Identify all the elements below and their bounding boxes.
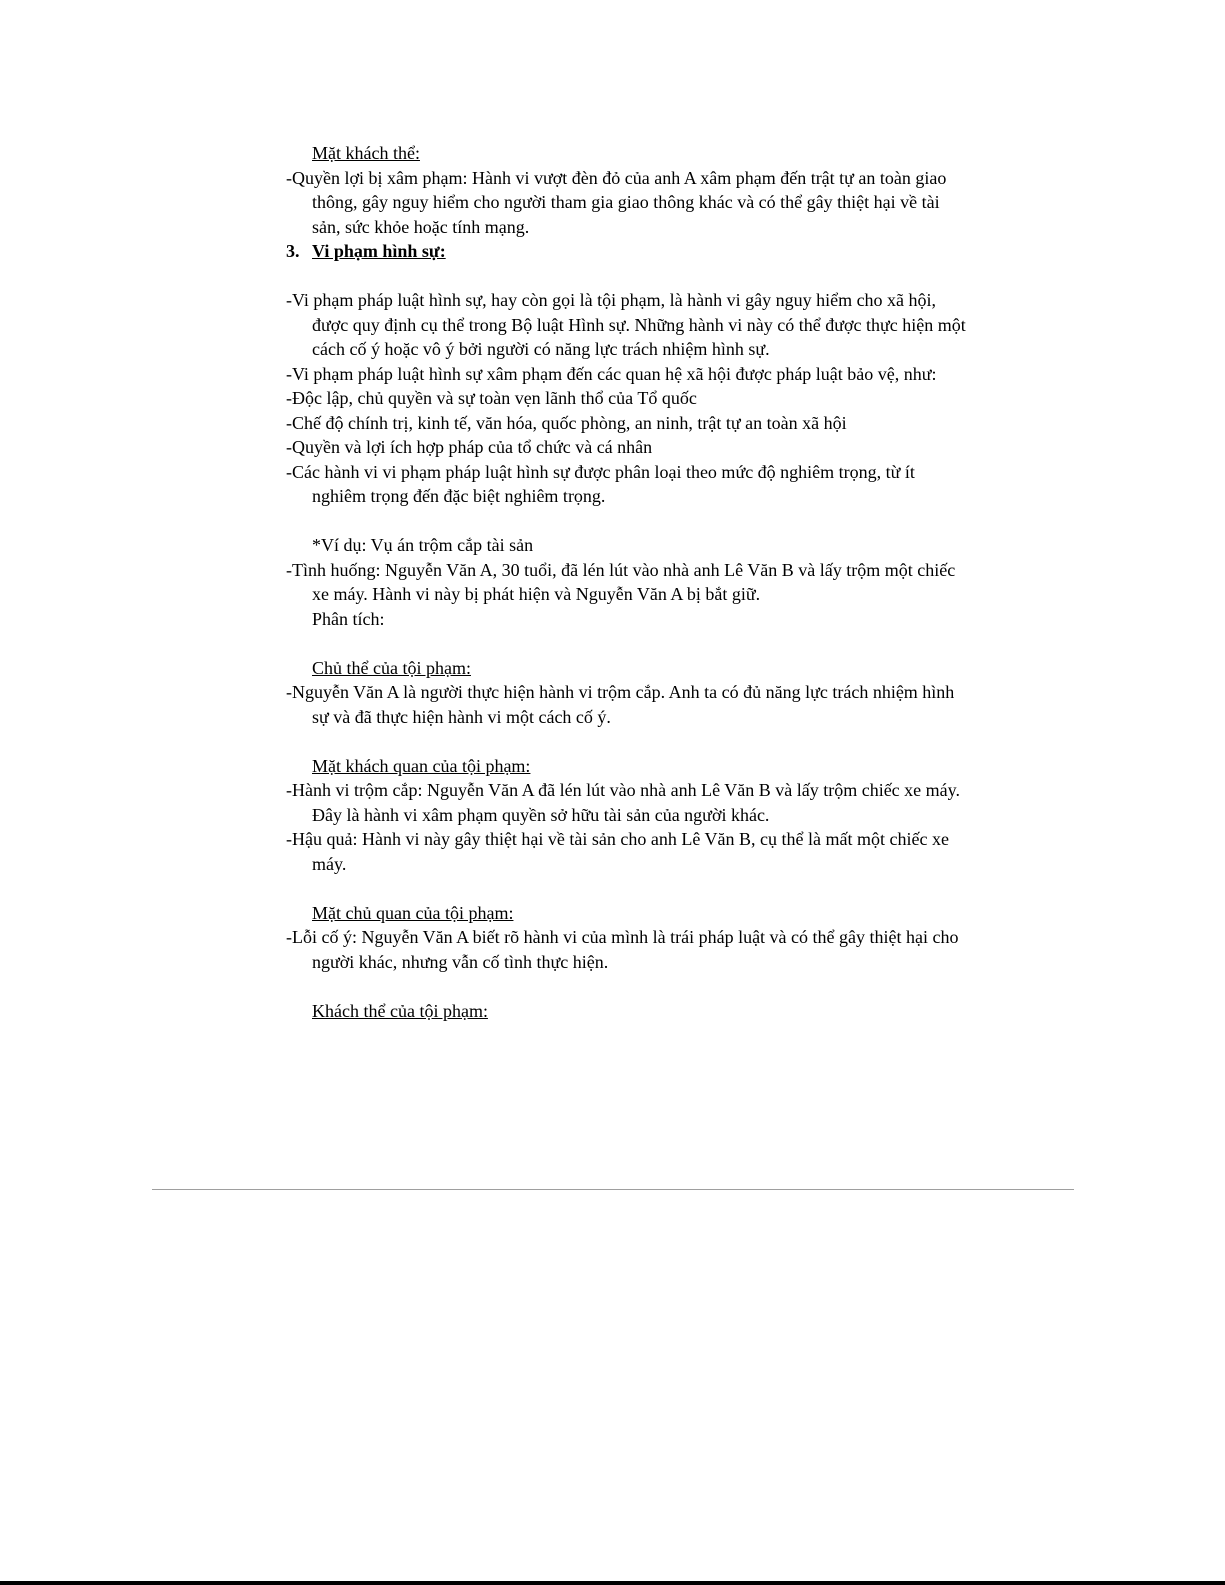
heading-object-aspect: Mặt khách thể:: [312, 143, 420, 163]
section-3-number: 3.: [286, 241, 300, 261]
blank-line: [286, 974, 966, 999]
paragraph-classification: -Các hành vi vi phạm pháp luật hình sự được phân loại theo mức độ nghiêm trọng, từ ít nghiêm trọng đến đặc biệt nghiêm trọng.: [286, 461, 915, 506]
analysis-label: Phân tích:: [312, 608, 385, 629]
heading-subjective-aspect: Mặt chủ quan của tội phạm:: [312, 902, 514, 923]
list-item-lawful-rights: -Quyền và lợi ích hợp pháp của tổ chức và cá nhân: [286, 437, 653, 457]
paragraph-theft-act: -Hành vi trộm cắp: Nguyễn Văn A đã lén lút vào nhà anh Lê Văn B và lấy trộm chiếc xe máy. Đây là hành vi xâm phạm quyền sở hữu tài sản của người khác.: [286, 780, 960, 825]
page-bottom-edge: [0, 1581, 1225, 1585]
paragraph-infringed-rights: -Quyền lợi bị xâm phạm: Hành vi vượt đèn đỏ của anh A xâm phạm đến trật tự an toàn giao thông, gây nguy hiểm cho người tham gia giao thông khác và có thể gây thiệt hại về tài sản, sức khỏe hoặc tính mạng.: [286, 167, 947, 237]
paragraph-criminal-definition: -Vi phạm pháp luật hình sự, hay còn gọi là tội phạm, là hành vi gây nguy hiểm cho xã hội, được quy định cụ thể trong Bộ luật Hình sự. Những hành vi này có thể được thực hiện một cách cố ý hoặc vô ý bởi người có năng lực trách nhiệm hình sự.: [286, 290, 966, 359]
blank-line: [286, 509, 966, 534]
paragraph-intent: -Lỗi cố ý: Nguyễn Văn A biết rõ hành vi của mình là trái pháp luật và có thể gây thiệt hại cho người khác, nhưng vẫn cố tình thực hiện.: [286, 927, 959, 972]
blank-line: [286, 264, 966, 289]
blank-line: [286, 729, 966, 754]
heading-object-of-crime: Khách thể của tội phạm:: [312, 1000, 488, 1021]
blank-line: [286, 631, 966, 656]
blank-line: [286, 876, 966, 901]
section-3-title: [286, 239, 966, 264]
heading-objective-aspect: Mặt khách quan của tội phạm:: [312, 755, 531, 776]
paragraph-infringed-relations: -Vi phạm pháp luật hình sự xâm phạm đến các quan hệ xã hội được pháp luật bảo vệ, như:: [286, 363, 937, 384]
example-title: *Ví dụ: Vụ án trộm cắp tài sản: [312, 535, 534, 555]
section-3-title-text: Vi phạm hình sự:: [312, 241, 446, 261]
heading-subject-of-crime: Chủ thể của tội phạm:: [312, 657, 471, 678]
paragraph-subject: -Nguyễn Văn A là người thực hiện hành vi trộm cắp. Anh ta có đủ năng lực trách nhiệm hình sự và đã thực hiện hành vi một cách cố ý.: [286, 682, 955, 727]
document-body: [286, 141, 966, 1023]
list-item-independence: -Độc lập, chủ quyền và sự toàn vẹn lãnh thổ của Tổ quốc: [286, 388, 697, 408]
paragraph-consequence: -Hậu quả: Hành vi này gây thiệt hại về tài sản cho anh Lê Văn B, cụ thể là mất một chiếc xe máy.: [286, 829, 949, 874]
list-item-regime: -Chế độ chính trị, kinh tế, văn hóa, quốc phòng, an ninh, trật tự an toàn xã hội: [286, 412, 847, 433]
page-divider: [152, 1189, 1074, 1190]
paragraph-situation: -Tình huống: Nguyễn Văn A, 30 tuổi, đã lén lút vào nhà anh Lê Văn B và lấy trộm một chiếc xe máy. Hành vi này bị phát hiện và Nguyễn Văn A bị bắt giữ.: [286, 559, 956, 604]
